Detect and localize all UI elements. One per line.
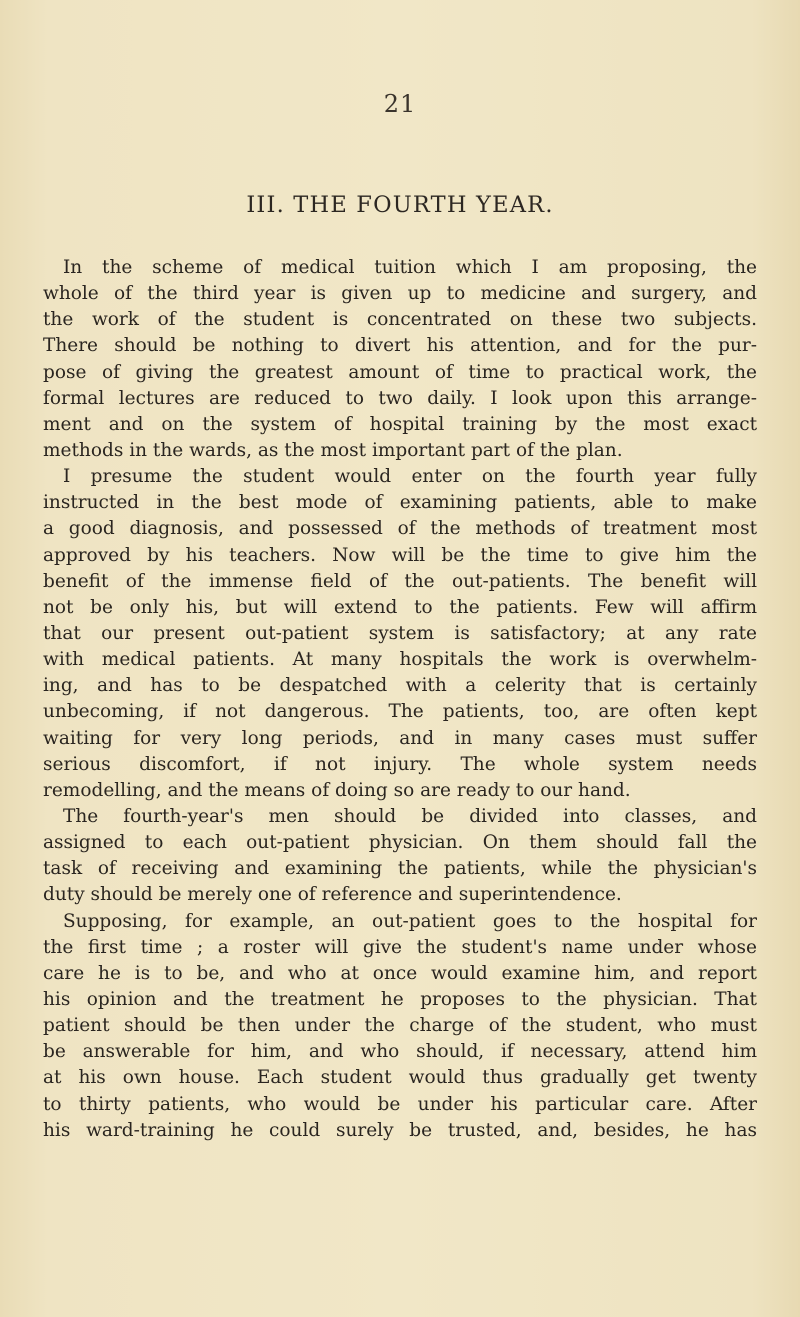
text-line: formal lectures are reduced to two daily. I look upon this arrange- [43,387,757,409]
text-line: assigned to each out-patient physician. On them should fall the [43,832,757,854]
page-number: 21 [383,90,417,118]
text-line: to thirty patients, who would be under his particular care. After [43,1093,757,1115]
text-line: waiting for very long periods, and in many cases must suffer [43,727,757,749]
text-line: remodelling, and the means of doing so are ready to our hand. [43,779,631,801]
text-line: Supposing, for example, an out-patient goes to the hospital for [63,910,757,932]
text-line: the first time ; a roster will give the student's name under whose [43,936,757,958]
text-line: pose of giving the greatest amount of time to practical work, the [43,361,757,383]
text-line: duty should be merely one of reference and superintendence. [43,884,622,906]
chapter-title: III. THE FOURTH YEAR. [246,192,554,218]
text-line: his opinion and the treatment he proposes to the physician. That [43,988,757,1010]
text-line: methods in the wards, as the most important part of the plan. [43,439,623,461]
text-line: his ward-training he could surely be trusted, and, besides, he has [43,1119,757,1141]
text-line: serious discomfort, if not injury. The whole system needs [43,753,757,775]
text-line: benefit of the immense field of the out-patients. The benefit will [43,570,757,592]
text-line: a good diagnosis, and possessed of the methods of treatment most [43,518,757,540]
text-line: unbecoming, if not dangerous. The patients, too, are often kept [43,701,757,723]
text-line: The fourth-year's men should be divided into classes, and [63,805,757,827]
text-line: There should be nothing to divert his attention, and for the pur- [43,335,757,357]
text-line: not be only his, but will extend to the patients. Few will affirm [43,596,757,618]
text-line: be answerable for him, and who should, if necessary, attend him [43,1041,757,1063]
text-line: at his own house. Each student would thus gradually get twenty [43,1067,757,1089]
text-line: whole of the third year is given up to medicine and surgery, and [43,283,757,305]
text-line: ing, and has to be despatched with a celerity that is certainly [43,675,757,697]
text-line: In the scheme of medical tuition which I am proposing, the [63,257,757,278]
text-line: the work of the student is concentrated on these two subjects. [43,309,757,331]
text-line: that our present out-patient system is satisfactory; at any rate [43,622,757,644]
text-line: instructed in the best mode of examining patients, able to make [43,492,757,514]
text-line: with medical patients. At many hospitals the work is overwhelm- [43,649,757,671]
text-line: I presume the student would enter on the fourth year fully [63,466,757,488]
text-line: care he is to be, and who at once would examine him, and report [43,962,757,984]
text-line: approved by his teachers. Now will be the time to give him the [43,544,757,566]
text-line: patient should be then under the charge of the student, who must [43,1015,757,1037]
text-line: task of receiving and examining the patients, while the physician's [43,858,757,880]
text-line: ment and on the system of hospital training by the most exact [43,413,757,435]
body-text [43,255,757,1144]
